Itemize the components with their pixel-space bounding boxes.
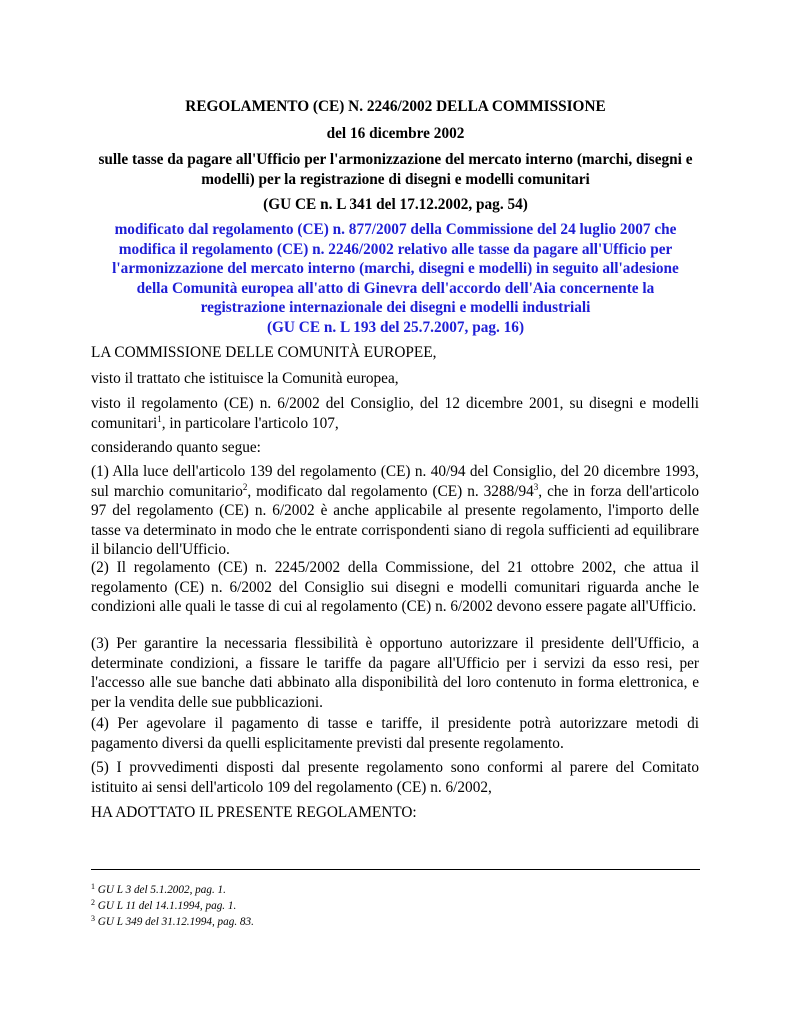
footnote-3-number: 3	[91, 914, 95, 923]
recital-1-text: (1) Alla luce dell'articolo 139 del regolamento (CE) n. 40/94 del Consiglio, del 20 dicembre 1993, sul marchio comunitario	[91, 463, 699, 500]
recital-regulation-text-end: , in particolare l'articolo 107,	[161, 414, 339, 432]
footnote-3-text: GU L 349 del 31.12.1994, pag. 83.	[97, 916, 254, 928]
adoption-statement: HA ADOTTATO IL PRESENTE REGOLAMENTO:	[91, 804, 417, 821]
footnote-2-text: GU L 11 del 14.1.1994, pag. 1.	[97, 900, 237, 912]
regulation-subject: sulle tasse da pagare all'Ufficio per l'armonizzazione del mercato interno (marchi, disegni e modelli) per la registrazione di disegni e modelli comunitari	[98, 151, 693, 188]
amendment-journal-ref: (GU CE n. L 193 del 25.7.2007, pag. 16)	[266, 319, 525, 336]
footnote-ref-3[interactable]: 3	[533, 481, 539, 492]
recital-2: (2) Il regolamento (CE) n. 2245/2002 della Commissione, del 21 ottobre 2002, che attua il regolamento (CE) n. 6/2002 del Consiglio sui disegni e modelli comunitari riguarda anche le condizioni alle quali le tasse di cui al regolamento (CE) n. 6/2002 devono essere pagate all'Ufficio.	[91, 559, 699, 615]
footnote-1-number: 1	[91, 882, 95, 891]
official-journal-ref: (GU CE n. L 341 del 17.12.2002, pag. 54)	[263, 196, 528, 213]
regulation-date: del 16 dicembre 2002	[326, 125, 465, 142]
footnote-1-text: GU L 3 del 5.1.2002, pag. 1.	[97, 884, 226, 896]
footnote-ref-1[interactable]: 1	[157, 413, 162, 424]
footnote-ref-2[interactable]: 2	[242, 481, 248, 492]
recital-1-text-end: , che in forza dell'articolo 97 del regolamento (CE) n. 6/2002 è anche applicabile al presente regolamento, l'importo delle tasse va determinato in modo che le entrate corrispondenti siano di regola sufficienti ad equilibrare il bilancio dell'Ufficio.	[91, 482, 699, 558]
recital-regulation-text: visto il regolamento (CE) n. 6/2002 del Consiglio, del 12 dicembre 2001, su disegni e modelli comunitari	[91, 395, 699, 432]
considering-heading: considerando quanto segue:	[91, 439, 261, 456]
recital-treaty: visto il trattato che istituisce la Comunità europea,	[91, 370, 399, 387]
footnote-separator	[91, 869, 700, 870]
regulation-title: REGOLAMENTO (CE) N. 2246/2002 DELLA COMMISSIONE	[185, 98, 606, 115]
recital-1-text-mid: , modificato dal regolamento (CE) n. 3288/94	[247, 482, 534, 500]
footnote-1	[91, 884, 226, 897]
amendment-note: modificato dal regolamento (CE) n. 877/2007 della Commissione del 24 luglio 2007 che modifica il regolamento (CE) n. 2246/2002 relativo alle tasse da pagare all'Ufficio per l'armonizzazione del mercato interno (marchi, disegni e modelli) in seguito all'adesione della Comunità europea all'atto di Ginevra dell'accordo dell'Aia concernente la registrazione internazionale dei disegni e modelli industriali	[112, 221, 679, 316]
recital-5: (5) I provvedimenti disposti dal presente regolamento sono conformi al parere del Comitato istituito ai sensi dell'articolo 109 del regolamento (CE) n. 6/2002,	[91, 759, 699, 796]
footnote-2-number: 2	[91, 898, 95, 907]
footnote-3	[91, 916, 254, 929]
recital-regulation	[91, 394, 699, 433]
recital-3: (3) Per garantire la necessaria flessibilità è opportuno autorizzare il presidente dell'Ufficio, a determinate condizioni, a fissare le tariffe da pagare all'Ufficio per i servizi da esso resi, per l'accesso alle sue banche dati abbinato alla disponibilità del loro contenuto in forma elettronica, e per la vendita delle sue pubblicazioni.	[91, 635, 699, 711]
commission-heading: LA COMMISSIONE DELLE COMUNITÀ EUROPEE,	[91, 344, 437, 361]
footnote-2	[91, 900, 236, 913]
recital-4: (4) Per agevolare il pagamento di tasse e tariffe, il presidente potrà autorizzare metodi di pagamento diversi da quelli esplicitamente previsti dal presente regolamento.	[91, 715, 699, 752]
recital-1	[91, 462, 699, 560]
